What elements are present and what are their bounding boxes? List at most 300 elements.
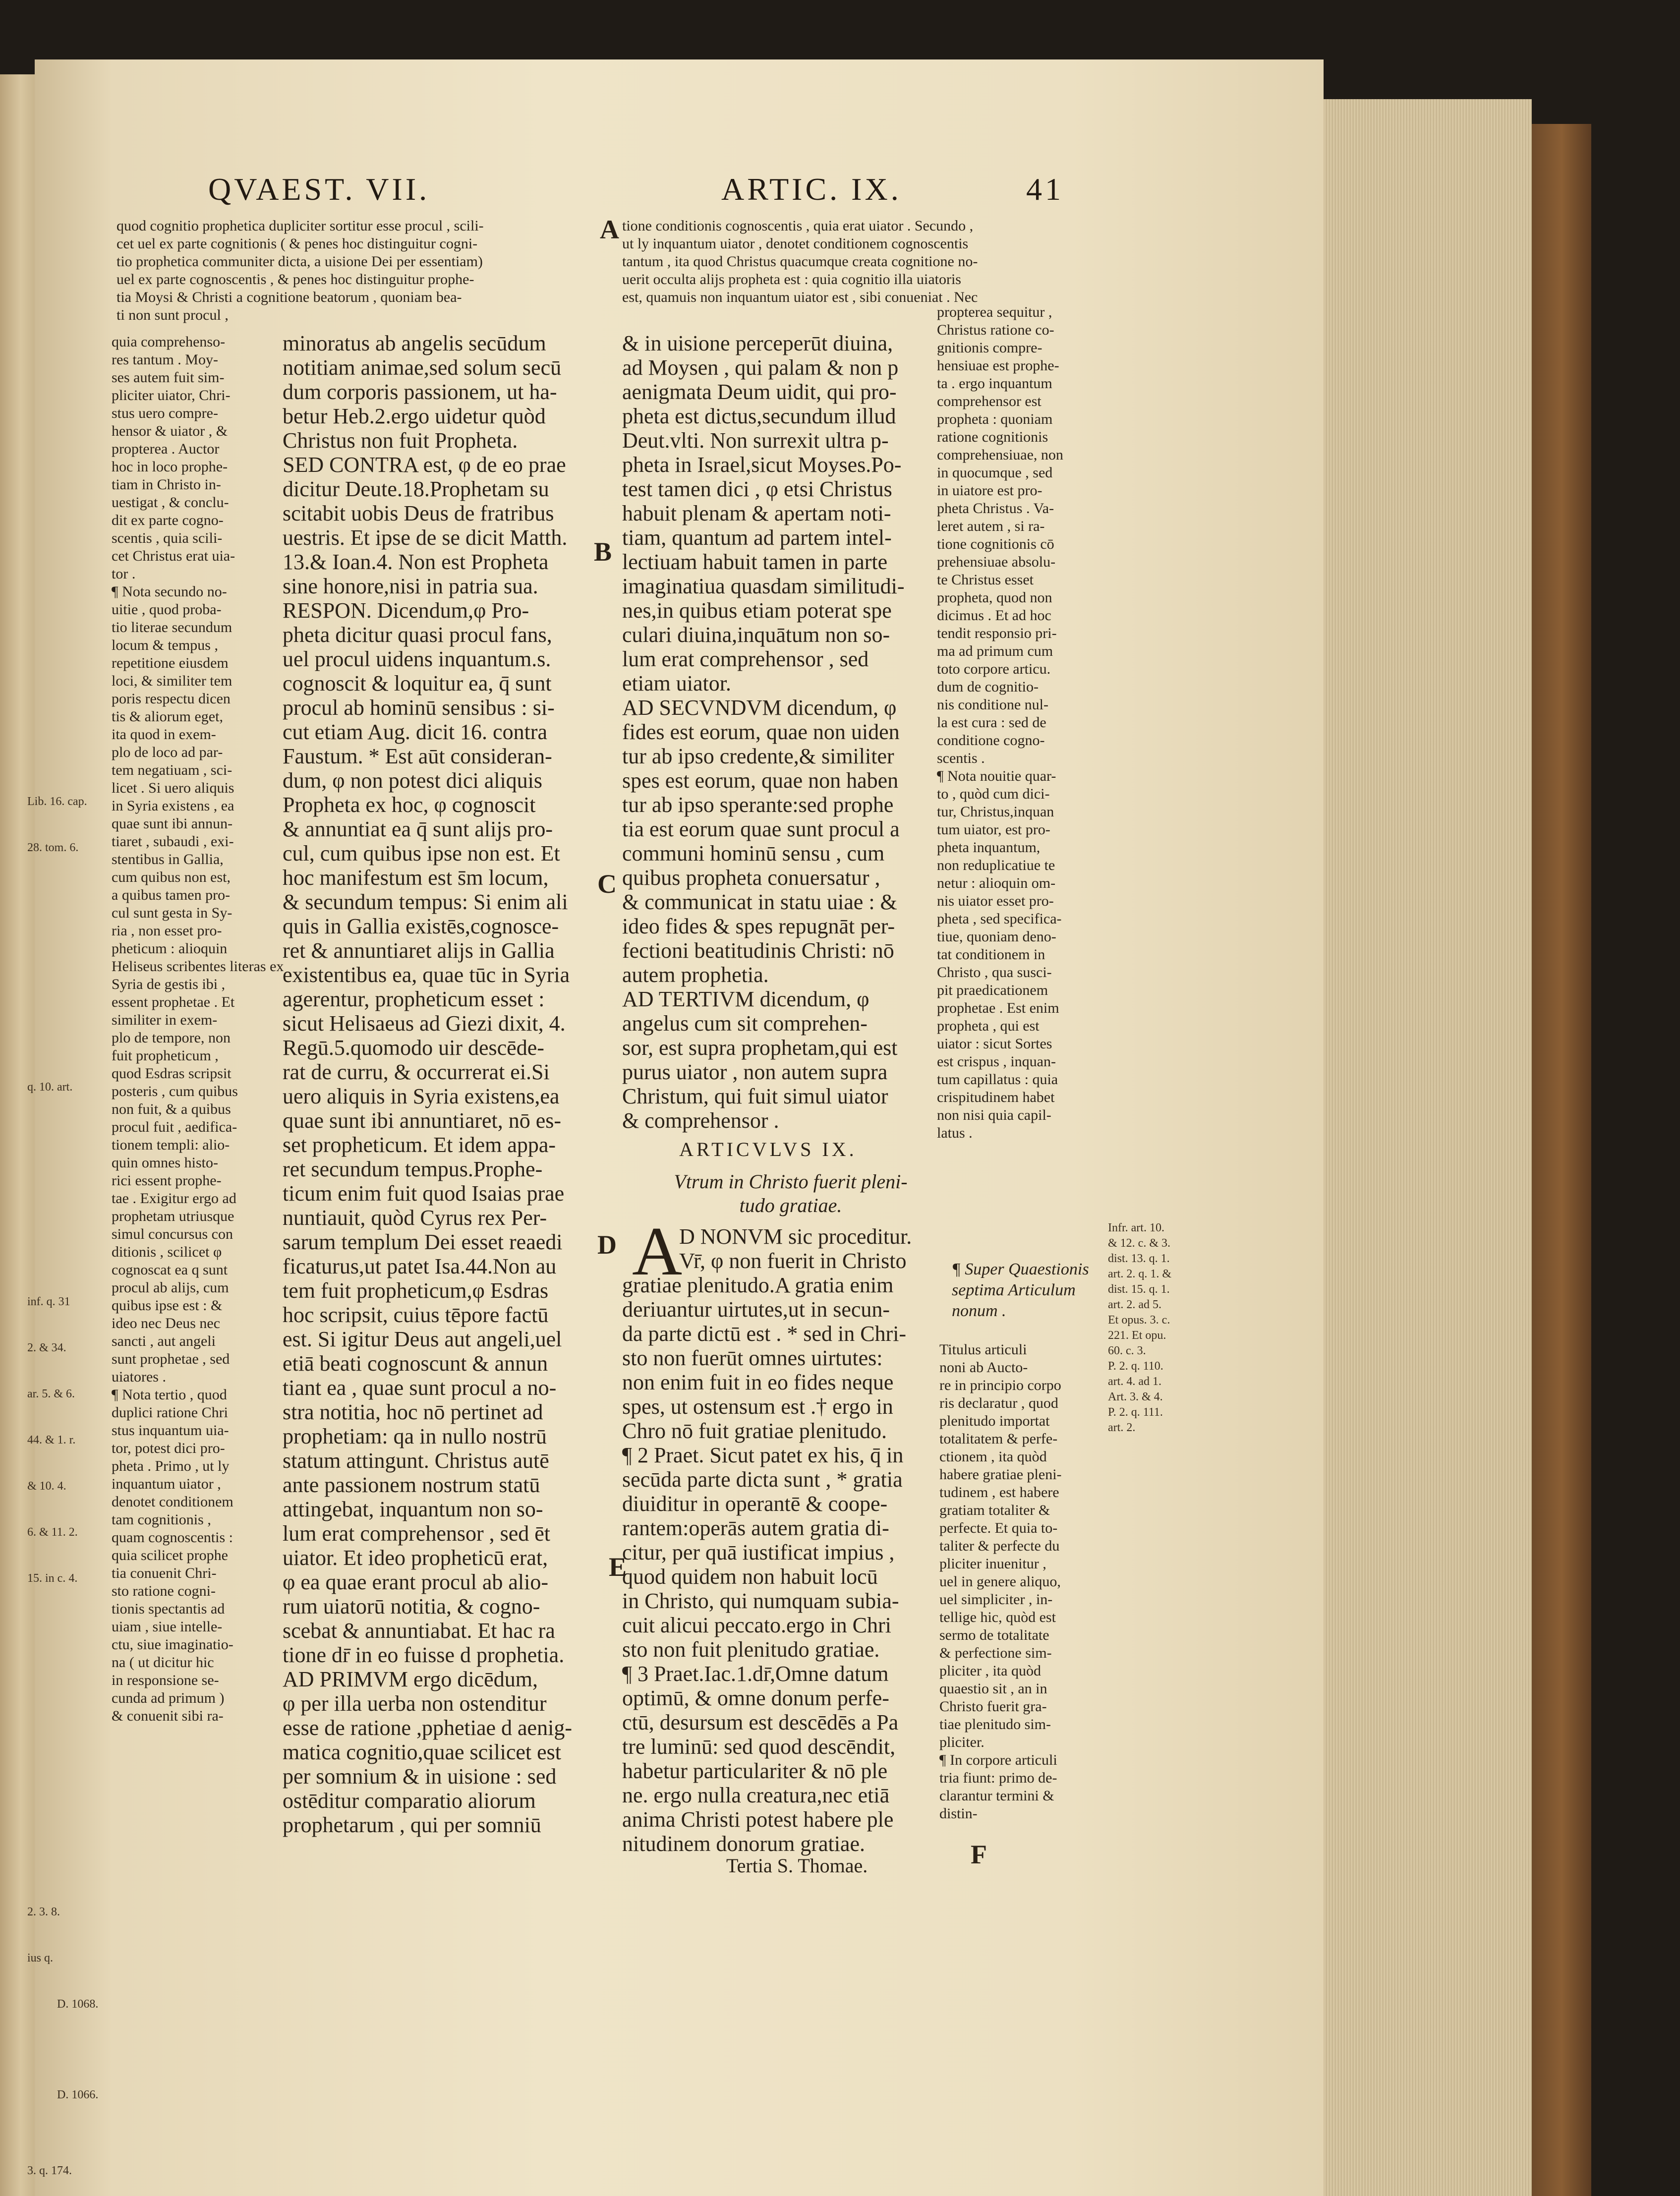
text-line: uiator. Et ideo propheticū erat,: [283, 1546, 548, 1570]
text-line: notitiam animae,sed solum secū: [283, 355, 562, 380]
text-line: distin-: [939, 1805, 978, 1822]
text-line: pheta inquantum,: [937, 839, 1041, 856]
text-line: & comprehensor .: [622, 1108, 779, 1133]
text-line: attingebat, inquantum non so-: [283, 1497, 543, 1521]
text-line: ¶ 3 Praet.Iac.1.dr̄,Omne datum: [622, 1662, 889, 1686]
text-line: pheta est dictus,secundum illud: [622, 404, 896, 428]
text-line: cet uel ex parte cognitionis ( & penes hoc distinguitur cogni-: [116, 235, 478, 252]
text-line: Chro nō fuit gratiae plenitudo.: [622, 1419, 887, 1443]
text-line: etiā beati cognoscunt & annun: [283, 1351, 548, 1376]
article-question: [652, 1170, 929, 1217]
text-line: ticum enim fuit quod Isaias prae: [283, 1181, 565, 1206]
text-line: tur ab ipso credente,& similiter: [622, 744, 894, 768]
text-line: gratiam totaliter &: [939, 1502, 1050, 1518]
text-line: purus uiator , non autem supra: [622, 1060, 888, 1084]
text-line: tia Moysi & Christi a cognitione beatorum , quoniam bea-: [116, 289, 462, 305]
text-line: tudo gratiae.: [739, 1194, 842, 1216]
text-line: uiam , siue intelle-: [112, 1618, 223, 1635]
text-line: procul ab alijs, cum: [112, 1279, 229, 1296]
text-line: art. 2. ad 5.: [1108, 1298, 1161, 1311]
text-line: hensor & uiator , &: [112, 423, 228, 439]
text-line: Infr. art. 10.: [1108, 1221, 1164, 1234]
text-line: sine honore,nisi in patria sua.: [283, 574, 538, 598]
text-line: loci, & similiter tem: [112, 673, 232, 689]
text-line: tria fiunt: primo de-: [939, 1770, 1057, 1786]
text-line: Faustum. * Est aūt consideran-: [283, 744, 552, 768]
text-line: quod cognitio prophetica dupliciter sortitur esse procul , scili-: [116, 218, 484, 234]
text-line: art. 2.: [1108, 1421, 1136, 1434]
gutter-note: 28. tom. 6.: [27, 841, 79, 854]
text-line: ta . ergo inquantum: [937, 375, 1052, 392]
text-line: res tantum . Moy-: [112, 351, 218, 368]
text-line: taliter & perfecte du: [939, 1538, 1060, 1554]
text-line: fectioni beatitudinis Christi: nō: [622, 938, 894, 963]
text-line: propterea . Auctor: [112, 441, 220, 457]
text-line: prophetam utriusque: [112, 1208, 234, 1224]
text-line: secūda parte dicta sunt , * gratia: [622, 1467, 903, 1492]
commentary-column-c: [937, 303, 1115, 1142]
text-line: non nisi quia capil-: [937, 1107, 1051, 1123]
text-line: scentis .: [937, 750, 985, 766]
left-commentary-column: [112, 333, 284, 1725]
text-line: la est cura : sed de: [937, 714, 1046, 731]
text-line: diuiditur in operantē & coope-: [622, 1492, 888, 1516]
text-line: ret & annuntiaret alijs in Gallia: [283, 938, 555, 963]
text-line: uel in genere aliquo,: [939, 1573, 1061, 1590]
text-line: tiant ea , quae sunt procul a no-: [283, 1376, 557, 1400]
text-line: betur Heb.2.ergo uidetur quòd: [283, 404, 546, 428]
text-line: quod quidem non habuit locū: [622, 1564, 878, 1589]
text-line: tione dr̄ in eo fuisse d prophetia.: [283, 1643, 565, 1667]
text-line: stra notitia, hoc nō pertinet ad: [283, 1400, 543, 1424]
text-line: procul fuit , aedifica-: [112, 1119, 237, 1135]
article-title: ARTICVLVS IX.: [679, 1138, 857, 1160]
text-line: simul concursus con: [112, 1226, 233, 1242]
text-line: & communicat in statu uiae : &: [622, 890, 897, 914]
text-line: leret autem , si ra-: [937, 518, 1045, 534]
text-line: ma ad primum cum: [937, 643, 1053, 659]
text-line: scebat & annuntiabat. Et hac ra: [283, 1618, 555, 1643]
text-line: Christus ratione co-: [937, 322, 1054, 338]
text-line: rat de curru, & occurrerat ei.Si: [283, 1060, 550, 1084]
text-line: ti non sunt procul ,: [116, 307, 229, 323]
text-line: est crispus , inquan-: [937, 1053, 1056, 1070]
text-line: prehensiuae absolu-: [937, 554, 1056, 570]
text-line: sto ratione cogni-: [112, 1583, 216, 1599]
text-line: & secundum tempus: Si enim ali: [283, 890, 568, 914]
text-line: pliciter uiator, Chri-: [112, 387, 231, 404]
text-line: tam cognitionis ,: [112, 1511, 211, 1528]
text-line: Deut.vlti. Non surrexit ultra p-: [622, 428, 889, 453]
text-line: cognoscit & loquitur ea, q̄ sunt: [283, 671, 552, 695]
top-commentary-right: [622, 217, 1118, 306]
text-line: sto non fuerūt omnes uirtutes:: [622, 1346, 883, 1370]
text-line: Christum, qui fuit simul uiator: [622, 1084, 888, 1108]
text-line: comprehensiuae, non: [937, 447, 1063, 463]
text-line: tionis spectantis ad: [112, 1601, 225, 1617]
text-line: ctū, desursum est descēdēs a Pa: [622, 1710, 899, 1734]
text-line: in responsione se-: [112, 1672, 219, 1688]
top-commentary-left: [116, 217, 587, 324]
text-line: cut etiam Aug. dicit 16. contra: [283, 720, 547, 744]
text-line: φ per illa uerba non ostenditur: [283, 1691, 547, 1716]
text-line: ad Moysen , qui palam & non p: [622, 355, 899, 380]
gutter-note: ius q.: [27, 1952, 54, 1965]
text-line: quis in Gallia existēs,cognosce-: [283, 914, 559, 938]
text-line: pliciter.: [939, 1734, 985, 1750]
gutter-note: D. 1068.: [57, 1998, 99, 2011]
text-line: tor .: [112, 566, 136, 582]
text-line: ¶ 2 Praet. Sicut patet ex his, q̄ in: [622, 1443, 904, 1467]
text-line: tur, Christus,inquan: [937, 804, 1054, 820]
text-line: conditione cogno-: [937, 732, 1045, 749]
text-line: rici essent prophe-: [112, 1172, 222, 1189]
text-line: tionem templi: alio-: [112, 1137, 230, 1153]
text-line: sancti , aut angeli: [112, 1333, 216, 1349]
text-line: ratione cognitionis: [937, 429, 1048, 445]
text-line: tae . Exigitur ergo ad: [112, 1190, 236, 1207]
text-line: tis & aliorum eget,: [112, 708, 223, 725]
text-line: netur : alioquin om-: [937, 875, 1056, 891]
text-line: quin omnes histo-: [112, 1155, 218, 1171]
text-line: imaginatiua quasdam similitudi-: [622, 574, 905, 598]
text-line: Et opus. 3. c.: [1108, 1314, 1170, 1327]
text-line: tre luminū: sed quod descēndit,: [622, 1734, 896, 1759]
text-line: AD PRIMVM ergo dicēdum,: [283, 1667, 538, 1691]
gutter-note: 2. 3. 8.: [27, 1906, 60, 1918]
text-line: tat conditionem in: [937, 946, 1045, 963]
margin-letter-e: E: [609, 1552, 627, 1582]
text-line: in Syria existens , ea: [112, 798, 234, 814]
text-line: ¶ Nota tertio , quod: [112, 1387, 227, 1403]
text-line: repetitione eiusdem: [112, 655, 229, 671]
text-line: tio literae secundum: [112, 619, 232, 636]
text-line: in uiatore est pro-: [937, 482, 1043, 499]
text-line: tione cognitionis cō: [937, 536, 1054, 552]
text-line: ideo fides & spes repugnāt per-: [622, 914, 895, 938]
text-line: gratiae plenitudo.A gratia enim: [622, 1273, 894, 1297]
text-line: ctionem , ita quòd: [939, 1448, 1047, 1465]
text-line: essent prophetae . Et: [112, 994, 235, 1010]
main-column-b-upper: [622, 331, 929, 1133]
text-line: cuit alicui peccato.ergo in Chri: [622, 1613, 891, 1637]
text-line: tione conditionis cognoscentis , quia erat uiator . Secundo ,: [622, 218, 974, 234]
text-line: lectiuam habuit tamen in parte: [622, 550, 888, 574]
text-line: pheta . Primo , ut ly: [112, 1458, 230, 1474]
text-line: septima Articulum: [952, 1281, 1076, 1299]
text-line: cum quibus non est,: [112, 869, 231, 885]
text-line: sunt prophetae , sed: [112, 1351, 230, 1367]
text-line: φ ea quae erant procul ab alio-: [283, 1570, 549, 1594]
text-line: plo de tempore, non: [112, 1030, 231, 1046]
text-line: per somnium & in uisione : sed: [283, 1764, 557, 1789]
text-line: cunda ad primum ): [112, 1690, 225, 1706]
text-line: non reduplicatiue te: [937, 857, 1055, 873]
text-line: tur ab ipso sperante:sed prophe: [622, 793, 894, 817]
text-line: crispitudinem habet: [937, 1089, 1055, 1105]
text-line: Vtrum in Christo fuerit pleni-: [674, 1170, 908, 1193]
text-line: uestris. Et ipse de se dicit Matth.: [283, 525, 568, 550]
text-line: quia scilicet prophe: [112, 1547, 228, 1563]
text-line: tum capillatus : quia: [937, 1071, 1058, 1088]
text-line: ctu, siue imaginatio-: [112, 1636, 233, 1653]
gutter-notes: [27, 763, 107, 2194]
text-line: Syria de gestis ibi ,: [112, 976, 226, 992]
text-line: uitie , quod proba-: [112, 601, 222, 618]
text-line: uiator : sicut Sortes: [937, 1036, 1052, 1052]
text-line: uiatores .: [112, 1369, 166, 1385]
running-header-center: ARTIC. IX.: [721, 172, 902, 207]
text-line: uero aliquis in Syria existens,ea: [283, 1084, 560, 1108]
text-line: in Christo, qui numquam subia-: [622, 1589, 899, 1613]
text-line: clarantur termini &: [939, 1788, 1054, 1804]
text-line: ficaturus,ut patet Isa.44.Non au: [283, 1254, 557, 1278]
commentary-column-c-lower: [939, 1341, 1118, 1823]
text-line: hensiuae est prophe-: [937, 357, 1059, 374]
text-line: fides est eorum, quae non uiden: [622, 720, 900, 744]
text-line: nis uiator esset pro-: [937, 893, 1054, 909]
text-line: matica cognitio,quae scilicet est: [283, 1740, 562, 1764]
text-line: hoc manifestum est s̄m locum,: [283, 866, 549, 890]
text-line: noni ab Aucto-: [939, 1359, 1028, 1376]
text-line: nonum .: [952, 1302, 1006, 1320]
text-line: nuntiauit, quòd Cyrus rex Per-: [283, 1206, 547, 1230]
text-line: ante passionem nostrum statū: [283, 1473, 540, 1497]
text-line: AD SECVNDVM dicendum, φ: [622, 695, 897, 720]
text-line: est, quamuis non inquantum uiator est , sibi conueniat . Nec: [622, 289, 978, 305]
text-line: dit ex parte cogno-: [112, 512, 224, 528]
text-line: licet . Si uero aliquis: [112, 780, 234, 796]
text-line: locum & tempus ,: [112, 637, 218, 653]
gutter-note: & 10. 4.: [27, 1480, 66, 1493]
text-line: dicimus . Et ad hoc: [937, 607, 1051, 624]
gutter-note: Lib. 16. cap.: [27, 795, 87, 808]
text-line: Heliseus scribentes literas ex: [112, 958, 284, 975]
text-line: gnitionis compre-: [937, 340, 1043, 356]
text-line: scentis , quia scili-: [112, 530, 223, 546]
text-line: tiaret , subaudi , exi-: [112, 833, 234, 850]
margin-letter-c: C: [597, 869, 617, 899]
page-block-edge: [1324, 99, 1532, 2196]
gutter-note: 3. q. 174.: [27, 2164, 72, 2177]
text-line: Christus non fuit Propheta.: [283, 428, 518, 453]
text-line: ideo nec Deus nec: [112, 1315, 221, 1331]
text-line: ditionis , scilicet φ: [112, 1244, 222, 1260]
gutter-note: ar. 5. & 6.: [27, 1387, 75, 1400]
text-line: & in uisione perceperūt diuina,: [622, 331, 893, 355]
margin-letter-a: A: [600, 215, 619, 244]
text-line: to , quòd cum dici-: [937, 786, 1050, 802]
text-line: Titulus articuli: [939, 1341, 1027, 1358]
text-line: P. 2. q. 110.: [1108, 1360, 1163, 1373]
margin-letter-d: D: [597, 1230, 617, 1260]
text-line: anima Christi potest habere ple: [622, 1807, 894, 1832]
text-line: quia comprehenso-: [112, 334, 226, 350]
gutter-note: 15. in c. 4.: [27, 1572, 78, 1585]
text-line: posteris , cum quibus: [112, 1083, 238, 1099]
text-line: propheta : quoniam: [937, 411, 1053, 427]
text-line: inquantum uiator ,: [112, 1476, 221, 1492]
text-line: habetur particulariter & nō ple: [622, 1759, 888, 1783]
text-line: pheta Christus . Va-: [937, 500, 1054, 517]
text-line: tiue, quoniam deno-: [937, 928, 1056, 945]
text-line: te Christus esset: [937, 572, 1034, 588]
running-header-left: QVAEST. VII.: [208, 172, 430, 207]
text-line: poris respectu dicen: [112, 691, 231, 707]
text-line: & 12. c. & 3.: [1108, 1237, 1170, 1250]
text-line: dum, φ non potest dici aliquis: [283, 768, 543, 793]
gutter-note: q. 10. art.: [27, 1081, 73, 1094]
text-line: dum de cognitio-: [937, 679, 1039, 695]
text-line: Propheta ex hoc, φ cognoscit: [283, 793, 536, 817]
text-line: non fuit, & a quibus: [112, 1101, 231, 1117]
text-line: est. Si igitur Deus aut angeli,uel: [283, 1327, 562, 1351]
text-line: communi hominū sensu , cum: [622, 841, 885, 866]
text-line: test tamen dici , φ etsi Christus: [622, 477, 892, 501]
text-line: sto non fuit plenitudo gratiae.: [622, 1637, 880, 1662]
text-line: pheta in Israel,sicut Moyses.Po-: [622, 453, 902, 477]
text-line: ¶ Super Quaestionis: [952, 1260, 1089, 1278]
text-line: etiam uiator.: [622, 671, 731, 695]
text-line: ita quod in exem-: [112, 726, 216, 743]
text-line: totalitatem & perfe-: [939, 1431, 1058, 1447]
text-line: sicut Helisaeus ad Giezi dixit, 4.: [283, 1011, 566, 1036]
text-line: tiae plenitudo sim-: [939, 1716, 1051, 1733]
text-line: tio prophetica communiter dicta, a uisione Dei per essentiam): [116, 253, 483, 270]
text-line: quibus ipse est : &: [112, 1297, 223, 1314]
text-line: ut ly inquantum uiator , denotet conditionem cognoscentis: [622, 235, 969, 252]
text-line: citur, per quā iustificat impius ,: [622, 1540, 895, 1564]
text-line: propheta , qui est: [937, 1018, 1040, 1034]
book-cover: [1532, 124, 1591, 2196]
text-line: prophetarum , qui per somniū: [283, 1813, 541, 1837]
text-line: lum erat comprehensor , sed ēt: [283, 1521, 551, 1546]
article-body: [622, 1224, 929, 1856]
text-line: ret secundum tempus.Prophe-: [283, 1157, 543, 1181]
text-line: tendit responsio pri-: [937, 625, 1057, 641]
text-line: ¶ Nota secundo no-: [112, 583, 227, 600]
text-line: tia conuenit Chri-: [112, 1565, 217, 1581]
text-line: ostēditur comparatio aliorum: [283, 1789, 536, 1813]
gutter-note: inf. q. 31: [27, 1295, 70, 1308]
text-line: RESPON. Dicendum,φ Pro-: [283, 598, 529, 623]
text-line: da parte dictū est . * sed in Chri-: [622, 1322, 907, 1346]
text-line: sermo de totalitate: [939, 1627, 1049, 1643]
text-line: tiam, quantum ad partem intel-: [622, 525, 892, 550]
margin-letter-f: F: [971, 1840, 987, 1869]
text-line: pheta dicitur quasi procul fans,: [283, 623, 552, 647]
text-line: hoc in loco prophe-: [112, 459, 228, 475]
text-line: ses autem fuit sim-: [112, 369, 225, 386]
text-line: spes, ut ostensum est .† ergo in: [622, 1394, 893, 1419]
text-line: tantum , ita quod Christus quacumque creata cognitione no-: [622, 253, 978, 270]
text-line: cul, cum quibus ipse non est. Et: [283, 841, 560, 866]
text-line: ria , non esset pro-: [112, 923, 222, 939]
text-line: ¶ In corpore articuli: [939, 1752, 1057, 1768]
text-line: uel ex parte cognoscentis , & penes hoc distinguitur prophe-: [116, 271, 474, 288]
text-line: quam cognoscentis :: [112, 1529, 233, 1546]
text-line: latus .: [937, 1125, 973, 1141]
text-line: prophetiam: qa in nullo nostrū: [283, 1424, 547, 1448]
text-line: uel simpliciter , in-: [939, 1591, 1053, 1608]
text-line: & annuntiat ea q̄ sunt alijs pro-: [283, 817, 553, 841]
text-line: P. 2. q. 111.: [1108, 1406, 1163, 1419]
text-line: Vr̄, φ non fuerit in Christo: [679, 1249, 907, 1273]
text-line: ¶ Nota nouitie quar-: [937, 768, 1056, 784]
text-line: pliciter inuenitur ,: [939, 1556, 1046, 1572]
text-line: uerit occulta alijs propheta est : quia cognitio illa uiatoris: [622, 271, 961, 288]
text-line: agerentur, propheticum esset :: [283, 987, 545, 1011]
text-line: quibus propheta conuersatur ,: [622, 866, 880, 890]
commentary-heading: [952, 1259, 1120, 1322]
text-line: denotet conditionem: [112, 1494, 233, 1510]
text-line: tem fuit propheticum,φ Esdras: [283, 1278, 549, 1303]
text-line: dicitur Deute.18.Prophetam su: [283, 477, 549, 501]
text-line: tia est eorum quae sunt procul a: [622, 817, 900, 841]
text-line: lum erat comprehensor , sed: [622, 647, 869, 671]
text-line: pheticum : alioquin: [112, 940, 228, 957]
text-line: stus inquantum uia-: [112, 1422, 229, 1439]
text-line: tum uiator, est pro-: [937, 821, 1050, 838]
text-line: 60. c. 3.: [1108, 1344, 1146, 1357]
text-line: D NONVM sic proceditur.: [679, 1224, 912, 1249]
text-line: dist. 15. q. 1.: [1108, 1283, 1170, 1296]
text-line: tellige hic, quòd est: [939, 1609, 1056, 1625]
text-line: sarum templum Dei esset reaedi: [283, 1230, 563, 1254]
text-line: pheta , sed specifica-: [937, 911, 1062, 927]
text-line: nes,in quibus etiam poterat spe: [622, 598, 892, 623]
text-line: esse de ratione ,pphetiae d aenig-: [283, 1716, 572, 1740]
text-line: tudinem , est habere: [939, 1484, 1059, 1501]
text-line: dum corporis passionem, ut ha-: [283, 380, 557, 404]
text-line: sor, est supra prophetam,qui est: [622, 1036, 898, 1060]
text-line: comprehensor est: [937, 393, 1042, 409]
text-line: pit praedicationem: [937, 982, 1048, 998]
text-line: optimū, & omne donum perfe-: [622, 1686, 889, 1710]
gutter-note: 44. & 1. r.: [27, 1434, 76, 1446]
text-line: Regū.5.quomodo uir descēde-: [283, 1036, 544, 1060]
text-line: stus uero compre-: [112, 405, 218, 421]
text-line: tor, potest dici pro-: [112, 1440, 225, 1456]
text-line: in quocumque , sed: [937, 464, 1053, 481]
text-line: Christo , qua susci-: [937, 964, 1052, 981]
text-line: hoc scripsit, cuius tēpore factū: [283, 1303, 549, 1327]
right-margin-refs: [1108, 1220, 1217, 1436]
text-line: scitabit uobis Deus de fratribus: [283, 501, 554, 525]
text-line: ris declaratur , quod: [939, 1395, 1058, 1411]
gutter-note: 6. & 11. 2.: [27, 1526, 78, 1539]
text-line: a quibus tamen pro-: [112, 887, 231, 903]
text-line: cet Christus erat uia-: [112, 548, 235, 564]
text-line: Christo fuerit gra-: [939, 1698, 1047, 1715]
text-line: rantem:operās autem gratia di-: [622, 1516, 889, 1540]
text-line: spes est eorum, quae non haben: [622, 768, 899, 793]
text-line: angelus cum sit comprehen-: [622, 1011, 868, 1036]
text-line: quae sunt ibi annuntiaret, nō es-: [283, 1108, 562, 1133]
text-line: AD TERTIVM dicendum, φ: [622, 987, 869, 1011]
text-line: duplici ratione Chri: [112, 1404, 228, 1421]
text-line: tiam in Christo in-: [112, 476, 221, 493]
text-line: cul sunt gesta in Sy-: [112, 905, 232, 921]
text-line: plo de loco ad par-: [112, 744, 223, 760]
text-line: & conuenit sibi ra-: [112, 1708, 224, 1724]
text-line: ne. ergo nulla creatura,nec etiā: [622, 1783, 890, 1807]
gutter-note: D. 1066.: [57, 2088, 99, 2101]
text-line: minoratus ab angelis secūdum: [283, 331, 546, 355]
gutter-note: 2. & 34.: [27, 1341, 66, 1354]
text-line: na ( ut dicitur hic: [112, 1654, 214, 1671]
text-line: toto corpore articu.: [937, 661, 1051, 677]
